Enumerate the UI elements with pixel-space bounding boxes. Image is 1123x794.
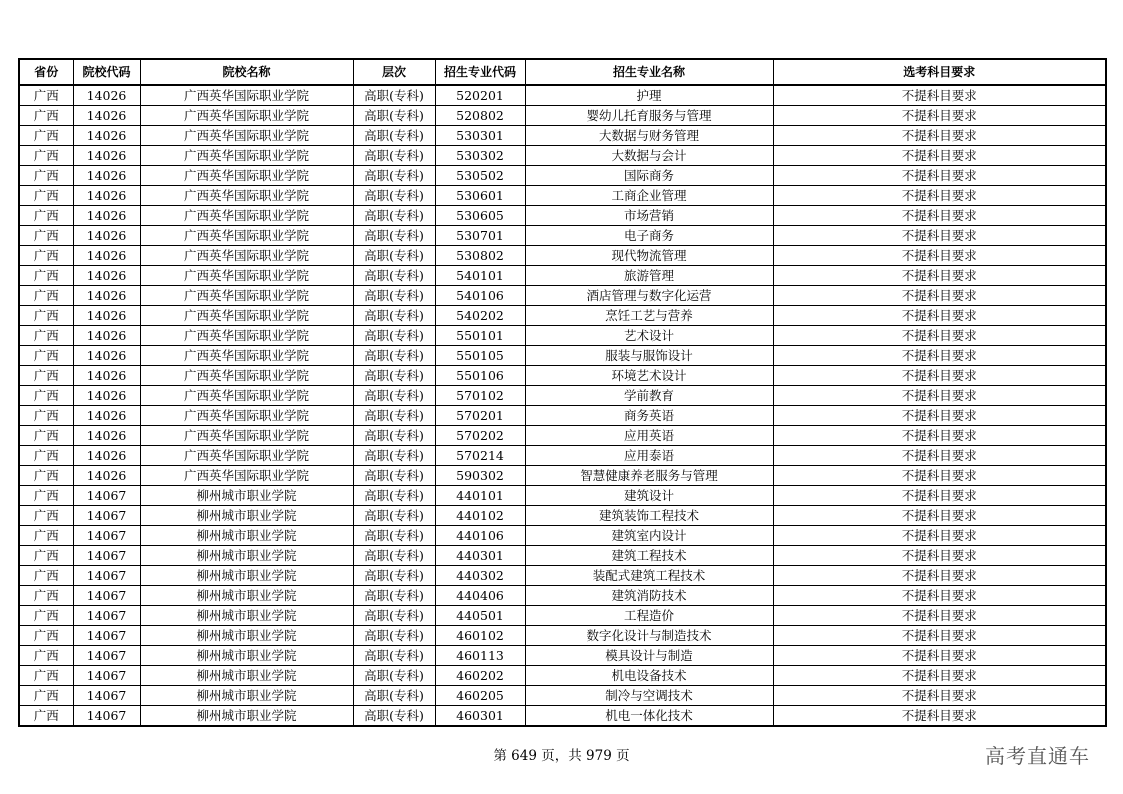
cell-level: 高职(专科) xyxy=(353,226,435,246)
cell-major-code: 540106 xyxy=(435,286,525,306)
cell-subject-requirement: 不提科目要求 xyxy=(773,106,1106,126)
cell-major-code: 570202 xyxy=(435,426,525,446)
cell-subject-requirement: 不提科目要求 xyxy=(773,666,1106,686)
cell-major-name: 应用英语 xyxy=(525,426,773,446)
cell-level: 高职(专科) xyxy=(353,466,435,486)
cell-subject-requirement: 不提科目要求 xyxy=(773,526,1106,546)
cell-level: 高职(专科) xyxy=(353,106,435,126)
cell-school-code: 14067 xyxy=(73,666,140,686)
cell-school-code: 14026 xyxy=(73,406,140,426)
cell-subject-requirement: 不提科目要求 xyxy=(773,446,1106,466)
cell-province: 广西 xyxy=(19,246,73,266)
cell-major-name: 建筑工程技术 xyxy=(525,546,773,566)
cell-province: 广西 xyxy=(19,326,73,346)
cell-level: 高职(专科) xyxy=(353,206,435,226)
cell-province: 广西 xyxy=(19,586,73,606)
cell-major-code: 440406 xyxy=(435,586,525,606)
cell-province: 广西 xyxy=(19,106,73,126)
cell-major-name: 学前教育 xyxy=(525,386,773,406)
cell-school-code: 14067 xyxy=(73,546,140,566)
cell-major-name: 电子商务 xyxy=(525,226,773,246)
table-row xyxy=(19,666,1106,686)
cell-major-name: 制冷与空调技术 xyxy=(525,686,773,706)
cell-school-code: 14067 xyxy=(73,686,140,706)
cell-school-name: 广西英华国际职业学院 xyxy=(140,186,353,206)
cell-province: 广西 xyxy=(19,666,73,686)
cell-major-name: 建筑设计 xyxy=(525,486,773,506)
cell-major-code: 570102 xyxy=(435,386,525,406)
column-level-header: 层次 xyxy=(353,59,435,85)
cell-major-name: 装配式建筑工程技术 xyxy=(525,566,773,586)
cell-subject-requirement: 不提科目要求 xyxy=(773,366,1106,386)
column-major-name-header: 招生专业名称 xyxy=(525,59,773,85)
cell-province: 广西 xyxy=(19,466,73,486)
cell-major-code: 540101 xyxy=(435,266,525,286)
table-row xyxy=(19,146,1106,166)
table-row xyxy=(19,446,1106,466)
cell-school-code: 14026 xyxy=(73,386,140,406)
cell-major-name: 机电设备技术 xyxy=(525,666,773,686)
column-major-code-header: 招生专业代码 xyxy=(435,59,525,85)
cell-school-name: 广西英华国际职业学院 xyxy=(140,386,353,406)
cell-major-code: 540202 xyxy=(435,306,525,326)
cell-level: 高职(专科) xyxy=(353,386,435,406)
cell-province: 广西 xyxy=(19,366,73,386)
cell-province: 广西 xyxy=(19,426,73,446)
table-row xyxy=(19,386,1106,406)
cell-major-code: 530601 xyxy=(435,186,525,206)
cell-subject-requirement: 不提科目要求 xyxy=(773,206,1106,226)
cell-major-code: 440106 xyxy=(435,526,525,546)
cell-major-name: 建筑装饰工程技术 xyxy=(525,506,773,526)
cell-school-name: 柳州城市职业学院 xyxy=(140,526,353,546)
cell-school-name: 广西英华国际职业学院 xyxy=(140,406,353,426)
cell-level: 高职(专科) xyxy=(353,306,435,326)
cell-school-code: 14026 xyxy=(73,306,140,326)
cell-school-code: 14026 xyxy=(73,146,140,166)
cell-major-name: 旅游管理 xyxy=(525,266,773,286)
cell-major-code: 550101 xyxy=(435,326,525,346)
cell-level: 高职(专科) xyxy=(353,626,435,646)
table-row xyxy=(19,266,1106,286)
cell-major-code: 440101 xyxy=(435,486,525,506)
cell-level: 高职(专科) xyxy=(353,326,435,346)
table-row xyxy=(19,226,1106,246)
cell-subject-requirement: 不提科目要求 xyxy=(773,226,1106,246)
cell-province: 广西 xyxy=(19,206,73,226)
cell-school-code: 14026 xyxy=(73,226,140,246)
cell-level: 高职(专科) xyxy=(353,426,435,446)
cell-school-code: 14026 xyxy=(73,346,140,366)
cell-major-name: 现代物流管理 xyxy=(525,246,773,266)
cell-level: 高职(专科) xyxy=(353,85,435,106)
table-row xyxy=(19,466,1106,486)
cell-subject-requirement: 不提科目要求 xyxy=(773,286,1106,306)
cell-major-name: 工程造价 xyxy=(525,606,773,626)
table-row xyxy=(19,286,1106,306)
cell-major-code: 520802 xyxy=(435,106,525,126)
cell-school-name: 柳州城市职业学院 xyxy=(140,486,353,506)
cell-school-name: 广西英华国际职业学院 xyxy=(140,266,353,286)
cell-subject-requirement: 不提科目要求 xyxy=(773,306,1106,326)
cell-major-name: 智慧健康养老服务与管理 xyxy=(525,466,773,486)
cell-school-code: 14026 xyxy=(73,166,140,186)
cell-school-name: 广西英华国际职业学院 xyxy=(140,286,353,306)
cell-school-name: 柳州城市职业学院 xyxy=(140,666,353,686)
cell-major-code: 460113 xyxy=(435,646,525,666)
cell-school-name: 广西英华国际职业学院 xyxy=(140,346,353,366)
cell-school-name: 柳州城市职业学院 xyxy=(140,586,353,606)
cell-major-name: 应用泰语 xyxy=(525,446,773,466)
cell-school-code: 14026 xyxy=(73,85,140,106)
cell-major-name: 商务英语 xyxy=(525,406,773,426)
cell-school-name: 柳州城市职业学院 xyxy=(140,626,353,646)
table-row xyxy=(19,106,1106,126)
cell-major-name: 护理 xyxy=(525,85,773,106)
cell-province: 广西 xyxy=(19,286,73,306)
column-school-code-header: 院校代码 xyxy=(73,59,140,85)
cell-major-code: 530302 xyxy=(435,146,525,166)
cell-school-name: 广西英华国际职业学院 xyxy=(140,166,353,186)
cell-school-code: 14026 xyxy=(73,426,140,446)
cell-province: 广西 xyxy=(19,386,73,406)
cell-school-code: 14067 xyxy=(73,506,140,526)
cell-major-code: 530802 xyxy=(435,246,525,266)
header-row xyxy=(19,59,1106,85)
cell-school-name: 柳州城市职业学院 xyxy=(140,706,353,727)
table-row xyxy=(19,606,1106,626)
cell-school-code: 14067 xyxy=(73,606,140,626)
cell-school-code: 14026 xyxy=(73,286,140,306)
cell-province: 广西 xyxy=(19,406,73,426)
table-row xyxy=(19,186,1106,206)
cell-major-code: 460301 xyxy=(435,706,525,727)
cell-level: 高职(专科) xyxy=(353,686,435,706)
cell-school-name: 柳州城市职业学院 xyxy=(140,686,353,706)
cell-school-name: 广西英华国际职业学院 xyxy=(140,466,353,486)
cell-school-name: 柳州城市职业学院 xyxy=(140,646,353,666)
cell-level: 高职(专科) xyxy=(353,586,435,606)
table-row xyxy=(19,586,1106,606)
table-row xyxy=(19,85,1106,106)
cell-province: 广西 xyxy=(19,226,73,246)
cell-major-name: 大数据与财务管理 xyxy=(525,126,773,146)
watermark-logo: 高考直通车 xyxy=(985,744,1090,768)
cell-major-name: 大数据与会计 xyxy=(525,146,773,166)
cell-level: 高职(专科) xyxy=(353,266,435,286)
cell-school-code: 14067 xyxy=(73,566,140,586)
cell-province: 广西 xyxy=(19,686,73,706)
cell-major-code: 440301 xyxy=(435,546,525,566)
cell-school-name: 广西英华国际职业学院 xyxy=(140,306,353,326)
cell-province: 广西 xyxy=(19,566,73,586)
cell-subject-requirement: 不提科目要求 xyxy=(773,586,1106,606)
cell-school-code: 14026 xyxy=(73,106,140,126)
cell-school-code: 14026 xyxy=(73,186,140,206)
table-row xyxy=(19,566,1106,586)
cell-province: 广西 xyxy=(19,646,73,666)
cell-school-name: 广西英华国际职业学院 xyxy=(140,126,353,146)
cell-school-name: 柳州城市职业学院 xyxy=(140,506,353,526)
cell-subject-requirement: 不提科目要求 xyxy=(773,706,1106,727)
cell-subject-requirement: 不提科目要求 xyxy=(773,686,1106,706)
cell-level: 高职(专科) xyxy=(353,286,435,306)
cell-subject-requirement: 不提科目要求 xyxy=(773,406,1106,426)
cell-province: 广西 xyxy=(19,85,73,106)
cell-major-name: 机电一体化技术 xyxy=(525,706,773,727)
cell-level: 高职(专科) xyxy=(353,346,435,366)
cell-school-code: 14026 xyxy=(73,446,140,466)
table-row xyxy=(19,646,1106,666)
cell-subject-requirement: 不提科目要求 xyxy=(773,85,1106,106)
cell-province: 广西 xyxy=(19,306,73,326)
cell-school-name: 广西英华国际职业学院 xyxy=(140,446,353,466)
cell-major-code: 440501 xyxy=(435,606,525,626)
page-number: 第 649 页，共 979 页 xyxy=(493,748,630,764)
cell-major-name: 国际商务 xyxy=(525,166,773,186)
cell-subject-requirement: 不提科目要求 xyxy=(773,186,1106,206)
cell-school-name: 柳州城市职业学院 xyxy=(140,566,353,586)
cell-major-code: 530502 xyxy=(435,166,525,186)
cell-major-code: 440102 xyxy=(435,506,525,526)
cell-major-name: 服装与服饰设计 xyxy=(525,346,773,366)
cell-level: 高职(专科) xyxy=(353,546,435,566)
cell-major-name: 婴幼儿托育服务与管理 xyxy=(525,106,773,126)
cell-major-code: 570201 xyxy=(435,406,525,426)
cell-province: 广西 xyxy=(19,186,73,206)
table-row xyxy=(19,166,1106,186)
cell-major-code: 440302 xyxy=(435,566,525,586)
cell-school-code: 14026 xyxy=(73,246,140,266)
cell-school-code: 14026 xyxy=(73,266,140,286)
cell-school-name: 广西英华国际职业学院 xyxy=(140,366,353,386)
cell-school-code: 14026 xyxy=(73,466,140,486)
table-row xyxy=(19,406,1106,426)
cell-major-name: 艺术设计 xyxy=(525,326,773,346)
cell-school-code: 14026 xyxy=(73,206,140,226)
cell-school-code: 14067 xyxy=(73,486,140,506)
cell-subject-requirement: 不提科目要求 xyxy=(773,626,1106,646)
cell-subject-requirement: 不提科目要求 xyxy=(773,326,1106,346)
cell-province: 广西 xyxy=(19,546,73,566)
cell-major-name: 数字化设计与制造技术 xyxy=(525,626,773,646)
cell-major-code: 530701 xyxy=(435,226,525,246)
cell-subject-requirement: 不提科目要求 xyxy=(773,246,1106,266)
cell-major-name: 烹饪工艺与营养 xyxy=(525,306,773,326)
column-subject-requirement-header: 选考科目要求 xyxy=(773,59,1106,85)
cell-major-code: 530301 xyxy=(435,126,525,146)
cell-province: 广西 xyxy=(19,146,73,166)
table-row xyxy=(19,486,1106,506)
cell-province: 广西 xyxy=(19,606,73,626)
cell-level: 高职(专科) xyxy=(353,406,435,426)
cell-level: 高职(专科) xyxy=(353,366,435,386)
cell-school-code: 14067 xyxy=(73,646,140,666)
cell-school-name: 广西英华国际职业学院 xyxy=(140,246,353,266)
cell-major-name: 建筑室内设计 xyxy=(525,526,773,546)
table-row xyxy=(19,526,1106,546)
cell-major-code: 530605 xyxy=(435,206,525,226)
cell-subject-requirement: 不提科目要求 xyxy=(773,606,1106,626)
cell-province: 广西 xyxy=(19,346,73,366)
cell-major-code: 460205 xyxy=(435,686,525,706)
table-row xyxy=(19,706,1106,727)
cell-level: 高职(专科) xyxy=(353,706,435,727)
cell-subject-requirement: 不提科目要求 xyxy=(773,386,1106,406)
cell-major-name: 模具设计与制造 xyxy=(525,646,773,666)
table-row xyxy=(19,126,1106,146)
column-province-header: 省份 xyxy=(19,59,73,85)
cell-school-name: 柳州城市职业学院 xyxy=(140,606,353,626)
cell-province: 广西 xyxy=(19,166,73,186)
cell-school-name: 广西英华国际职业学院 xyxy=(140,206,353,226)
cell-province: 广西 xyxy=(19,266,73,286)
cell-major-name: 市场营销 xyxy=(525,206,773,226)
cell-level: 高职(专科) xyxy=(353,186,435,206)
cell-school-code: 14067 xyxy=(73,626,140,646)
cell-school-name: 广西英华国际职业学院 xyxy=(140,85,353,106)
table-row xyxy=(19,366,1106,386)
cell-major-name: 酒店管理与数字化运营 xyxy=(525,286,773,306)
cell-school-code: 14067 xyxy=(73,706,140,727)
cell-level: 高职(专科) xyxy=(353,246,435,266)
cell-subject-requirement: 不提科目要求 xyxy=(773,166,1106,186)
cell-subject-requirement: 不提科目要求 xyxy=(773,546,1106,566)
cell-level: 高职(专科) xyxy=(353,526,435,546)
cell-level: 高职(专科) xyxy=(353,566,435,586)
cell-major-code: 570214 xyxy=(435,446,525,466)
table-row xyxy=(19,546,1106,566)
cell-school-name: 广西英华国际职业学院 xyxy=(140,106,353,126)
cell-level: 高职(专科) xyxy=(353,486,435,506)
cell-subject-requirement: 不提科目要求 xyxy=(773,646,1106,666)
cell-province: 广西 xyxy=(19,706,73,727)
cell-province: 广西 xyxy=(19,506,73,526)
cell-school-code: 14067 xyxy=(73,526,140,546)
cell-subject-requirement: 不提科目要求 xyxy=(773,426,1106,446)
cell-subject-requirement: 不提科目要求 xyxy=(773,466,1106,486)
cell-province: 广西 xyxy=(19,126,73,146)
cell-major-code: 590302 xyxy=(435,466,525,486)
cell-major-name: 工商企业管理 xyxy=(525,186,773,206)
cell-level: 高职(专科) xyxy=(353,646,435,666)
table-row xyxy=(19,626,1106,646)
cell-subject-requirement: 不提科目要求 xyxy=(773,346,1106,366)
cell-subject-requirement: 不提科目要求 xyxy=(773,126,1106,146)
cell-level: 高职(专科) xyxy=(353,446,435,466)
column-school-name-header: 院校名称 xyxy=(140,59,353,85)
table-row xyxy=(19,326,1106,346)
cell-subject-requirement: 不提科目要求 xyxy=(773,566,1106,586)
cell-subject-requirement: 不提科目要求 xyxy=(773,486,1106,506)
cell-major-code: 520201 xyxy=(435,85,525,106)
cell-school-name: 广西英华国际职业学院 xyxy=(140,326,353,346)
table-row xyxy=(19,426,1106,446)
cell-major-name: 环境艺术设计 xyxy=(525,366,773,386)
table-row xyxy=(19,306,1106,326)
cell-level: 高职(专科) xyxy=(353,666,435,686)
cell-subject-requirement: 不提科目要求 xyxy=(773,266,1106,286)
cell-subject-requirement: 不提科目要求 xyxy=(773,506,1106,526)
cell-province: 广西 xyxy=(19,626,73,646)
table-row xyxy=(19,686,1106,706)
cell-school-code: 14026 xyxy=(73,366,140,386)
table-row xyxy=(19,506,1106,526)
cell-level: 高职(专科) xyxy=(353,606,435,626)
table-row xyxy=(19,246,1106,266)
cell-school-name: 广西英华国际职业学院 xyxy=(140,226,353,246)
cell-level: 高职(专科) xyxy=(353,146,435,166)
cell-province: 广西 xyxy=(19,526,73,546)
cell-level: 高职(专科) xyxy=(353,506,435,526)
cell-subject-requirement: 不提科目要求 xyxy=(773,146,1106,166)
cell-school-name: 柳州城市职业学院 xyxy=(140,546,353,566)
cell-school-code: 14026 xyxy=(73,326,140,346)
cell-major-code: 460102 xyxy=(435,626,525,646)
table-row xyxy=(19,346,1106,366)
table-body xyxy=(19,85,1106,726)
cell-province: 广西 xyxy=(19,486,73,506)
cell-school-code: 14067 xyxy=(73,586,140,606)
cell-major-code: 460202 xyxy=(435,666,525,686)
cell-major-code: 550106 xyxy=(435,366,525,386)
cell-school-name: 广西英华国际职业学院 xyxy=(140,426,353,446)
cell-province: 广西 xyxy=(19,446,73,466)
cell-major-name: 建筑消防技术 xyxy=(525,586,773,606)
cell-school-code: 14026 xyxy=(73,126,140,146)
enrollment-table xyxy=(18,58,1107,727)
table-row xyxy=(19,206,1106,226)
cell-level: 高职(专科) xyxy=(353,166,435,186)
cell-level: 高职(专科) xyxy=(353,126,435,146)
cell-school-name: 广西英华国际职业学院 xyxy=(140,146,353,166)
cell-major-code: 550105 xyxy=(435,346,525,366)
